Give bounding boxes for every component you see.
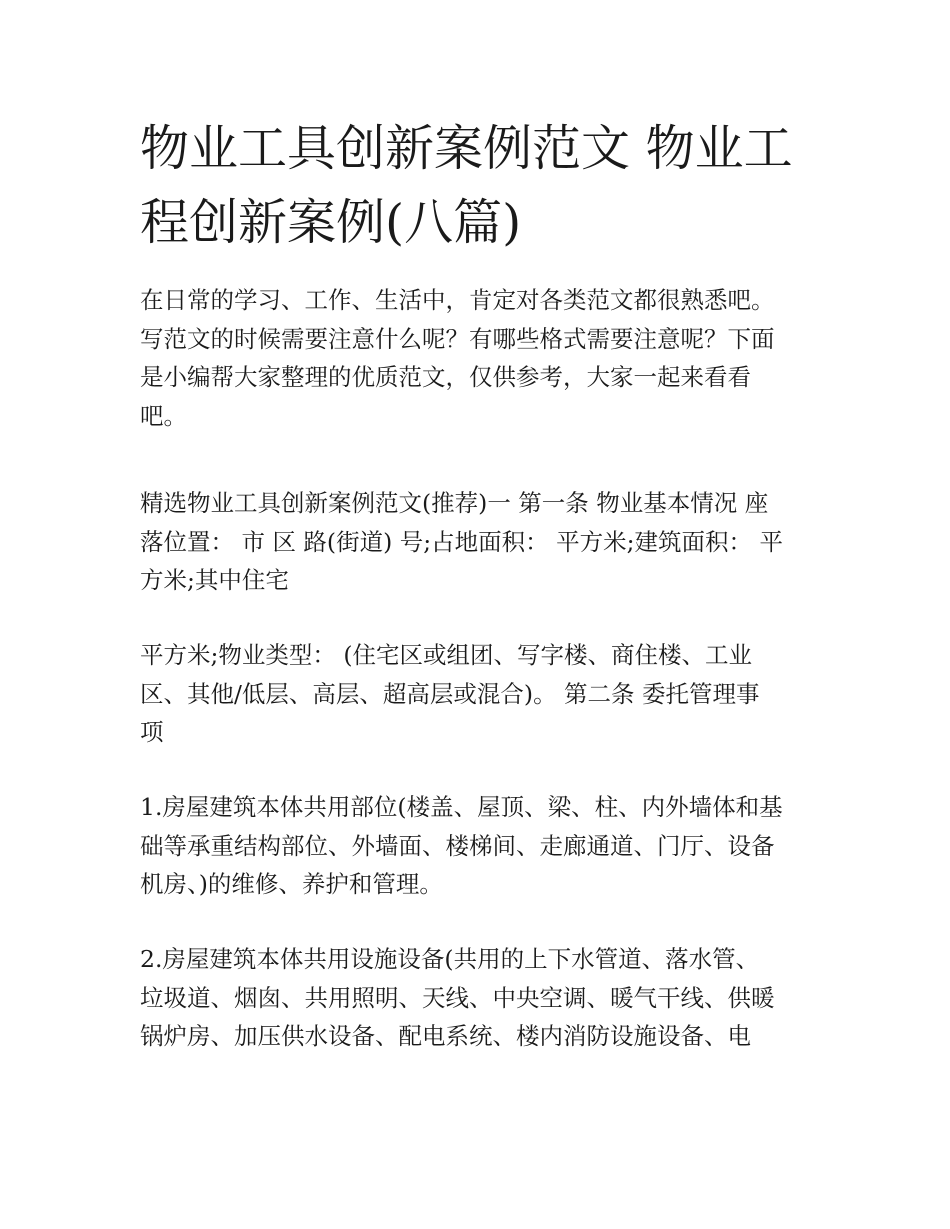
text-line: 在日常的学习、工作、生活中，肯定对各类范文都很熟悉吧。 [140,286,775,314]
text-line: 础等承重结构部位、外墙面、楼梯间、走廊通道、门厅、设备 [140,831,775,860]
text-line: 精选物业工具创新案例范文(推荐)一 第一条 物业基本情况 座 [140,489,769,517]
document-title [140,112,820,260]
list-item-2-paragraph [140,940,830,1056]
list-item-1-paragraph [140,788,830,904]
title-line: 物业工具创新案例范文 物业工 [140,120,793,177]
text-line: 项 [140,718,164,746]
text-line: 吧。 [140,401,187,430]
intro-paragraph [140,281,830,435]
text-line: 平方米;物业类型： (住宅区或组团、写字楼、商住楼、工业 [140,641,753,669]
text-line: 2.房屋建筑本体共用设施设备(共用的上下水管道、落水管、 [140,945,760,973]
article-1-paragraph [140,484,830,600]
text-line: 垃圾道、烟囱、共用照明、天线、中央空调、暖气干线、供暖 [140,983,775,1012]
text-line: 落位置： 市 区 路(街道) 号;占地面积： 平方米;建筑面积： 平 [140,527,783,556]
text-line: 写范文的时候需要注意什么呢？有哪些格式需要注意呢？下面 [140,324,775,353]
text-line: 方米;其中住宅 [140,566,289,594]
text-line: 锅炉房、加压供水设备、配电系统、楼内消防设施设备、电 [140,1022,751,1050]
text-line: 是小编帮大家整理的优质范文，仅供参考，大家一起来看看 [140,363,751,391]
title-line: 程创新案例(八篇) [140,194,522,251]
text-line: 1.房屋建筑本体共用部位(楼盖、屋顶、梁、柱、内外墙体和基 [140,793,783,821]
text-line: 机房、)的维修、养护和管理。 [140,870,443,898]
text-line: 区、其他/低层、高层、超高层或混合)。 第二条 委托管理事 [140,679,760,708]
article-2-paragraph [140,636,830,752]
